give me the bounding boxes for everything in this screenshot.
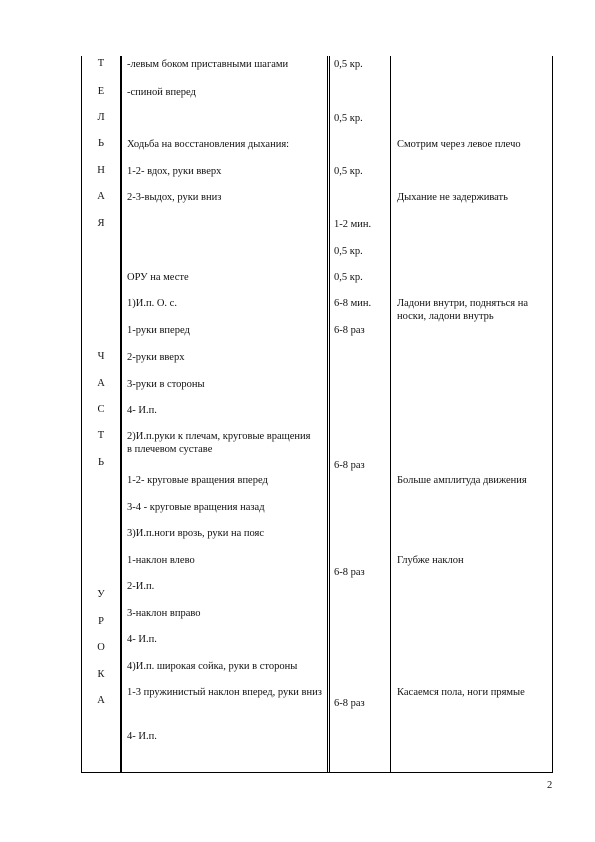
- table-border-right: [552, 56, 553, 772]
- exercise-line: 3)И.п.ноги врозь, руки на пояс: [127, 528, 265, 539]
- exercise-line: ОРУ на месте: [127, 272, 189, 283]
- dosage-value: 0,5 кр.: [334, 166, 363, 177]
- section-letter: О: [97, 642, 105, 653]
- dosage-value: 6-8 мин.: [334, 298, 372, 309]
- column-divider-5: [390, 56, 391, 772]
- exercise-line: 4- И.п.: [127, 634, 157, 645]
- dosage-value: 0,5 кр.: [334, 272, 363, 283]
- dosage-value: 6-8 раз: [334, 567, 365, 578]
- section-letter: С: [97, 404, 105, 415]
- dosage-value: 0,5 кр.: [334, 246, 363, 257]
- column-divider-2: [121, 56, 122, 772]
- exercise-line: 1-2- вдох, руки вверх: [127, 166, 222, 177]
- section-letter: Т: [97, 58, 105, 69]
- exercise-line: 4)И.п. широкая сойка, руки в стороны: [127, 661, 298, 672]
- column-divider-4: [329, 56, 330, 772]
- section-letter: Е: [97, 86, 105, 97]
- section-letter: У: [97, 589, 105, 600]
- exercise-line: 3-4 - круговые вращения назад: [127, 502, 265, 513]
- section-letter: Я: [97, 218, 105, 229]
- method-note: Касаемся пола, ноги прямые: [397, 687, 525, 698]
- exercise-line: 4- И.п.: [127, 405, 157, 416]
- method-note: Больше амплитуда движения: [397, 475, 527, 486]
- dosage-value: 0,5 кр.: [334, 113, 363, 124]
- section-letter: Ь: [97, 138, 105, 149]
- section-letter: К: [97, 669, 105, 680]
- dosage-value: 6-8 раз: [334, 698, 365, 709]
- exercise-line: 1-3 пружинистый наклон вперед, руки вниз: [127, 687, 322, 698]
- exercise-line: 1-2- круговые вращения вперед: [127, 475, 268, 486]
- section-letter: А: [97, 191, 105, 202]
- section-letter: Т: [97, 430, 105, 441]
- method-note: Глубже наклон: [397, 555, 464, 566]
- section-letter: А: [97, 378, 105, 389]
- exercise-line: 3-наклон вправо: [127, 608, 201, 619]
- exercise-line: -спиной вперед: [127, 87, 196, 98]
- exercise-line: Ходьба на восстановления дыхания:: [127, 139, 290, 150]
- method-note: Дыхание не задерживать: [397, 192, 508, 203]
- exercise-line: 2)И.п.руки к плечам, круговые вращения в плечевом суставе: [127, 431, 311, 455]
- method-note: Смотрим через левое плечо: [397, 139, 521, 150]
- section-letter: Л: [97, 112, 105, 123]
- column-divider-3: [327, 56, 328, 772]
- exercise-line: 4- И.п.: [127, 731, 157, 742]
- page-number: 2: [547, 780, 553, 791]
- dosage-value: 1-2 мин.: [334, 219, 372, 230]
- section-letter: Н: [97, 165, 105, 176]
- table-border-bottom: [81, 772, 553, 773]
- section-letter: Р: [98, 616, 104, 627]
- exercise-line: -левым боком приставными шагами: [127, 59, 289, 70]
- section-letter: Ч: [97, 351, 105, 362]
- section-letter: Ь: [97, 457, 105, 468]
- dosage-value: 6-8 раз: [334, 460, 365, 471]
- exercise-line: 1)И.п. О. с.: [127, 298, 177, 309]
- exercise-line: 2-3-выдох, руки вниз: [127, 192, 222, 203]
- method-note: Ладони внутри, подняться на носки, ладони внутрь: [397, 298, 529, 322]
- exercise-line: 2-руки вверх: [127, 352, 185, 363]
- exercise-line: 3-руки в стороны: [127, 379, 205, 390]
- section-letter: А: [97, 695, 105, 706]
- exercise-line: 2-И.п.: [127, 581, 155, 592]
- exercise-line: 1-наклон влево: [127, 555, 195, 566]
- dosage-value: 0,5 кр.: [334, 59, 363, 70]
- exercise-line: 1-руки вперед: [127, 325, 190, 336]
- dosage-value: 6-8 раз: [334, 325, 365, 336]
